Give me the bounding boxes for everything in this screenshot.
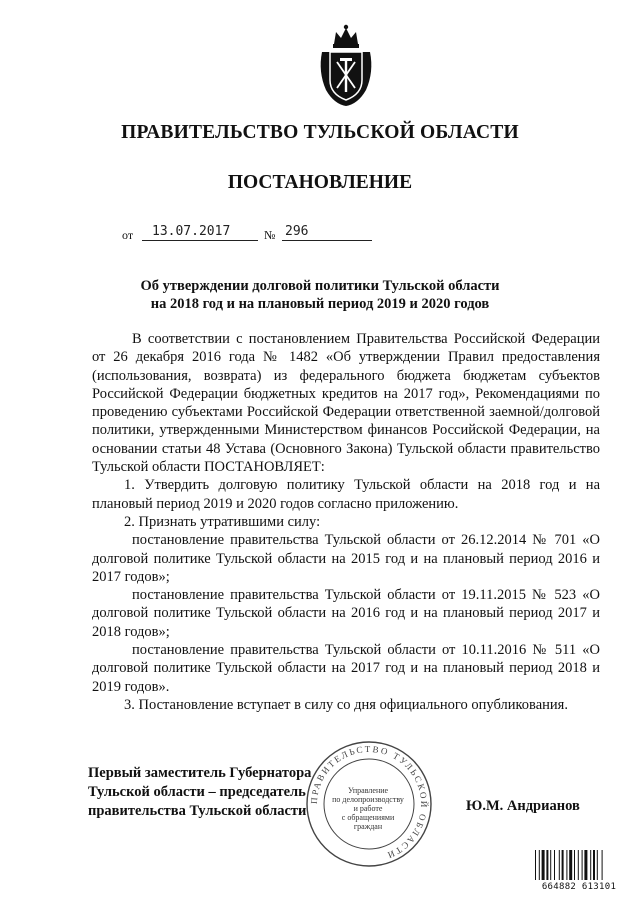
stamp-line-4: с обращениями [341, 813, 395, 822]
date-label: от [122, 228, 134, 242]
position-line-3: правительства Тульской области [88, 803, 307, 819]
government-title: ПРАВИТЕЛЬСТВО ТУЛЬСКОЙ ОБЛАСТИ [121, 122, 519, 143]
document-subject [0, 277, 640, 313]
document-type: ПОСТАНОВЛЕНИЕ [227, 172, 413, 193]
stamp-line-2: по делопроизводству [332, 795, 404, 804]
repealed-resolution-2: постановление правительства Тульской области от 19.11.2015 № 523 «О долговой политике Тульской области на 2016 год и на плановый период 2017 и 2018 годов»; [92, 587, 600, 640]
stamp-line-5: граждан [353, 822, 383, 831]
position-line-2: Тульской области – председатель [88, 784, 306, 800]
preamble-paragraph: В соответствии с постановлением Правительства Российской Федерации от 26 декабря 2016 года № 1482 «Об утверждении Правил предоставления (использования, возврата) из федерального бюджета бюджетам субъектов Российской Федерации бюджетных кредитов на 2017 год», Рекомендациями по проведению субъектами Российской Федерации ответственной заемной/долговой политики, утвержденными Министерством финансов Российской Федерации, на основании статьи 48 Устава (Основного Закона) Тульской области правительство Тульской области ПОСТАНОВЛЯЕТ: [92, 331, 600, 476]
barcode [534, 850, 624, 880]
stamp-line-1: Управление [347, 786, 389, 795]
item-3: 3. Постановление вступает в силу со дня официального опубликования. [124, 696, 568, 713]
subject-line-2: на 2018 год и на плановый период 2019 и 2020 годов [150, 296, 490, 312]
repealed-resolution-3: постановление правительства Тульской области от 10.11.2016 № 511 «О долговой политике Тульской области на 2017 год и на плановый период 2018 и 2019 годов». [92, 642, 600, 695]
document-meta [122, 224, 382, 244]
coat-of-arms-icon [316, 22, 376, 108]
number-underline [282, 240, 372, 241]
stamp-ring-text: ПРАВИТЕЛЬСТВО ТУЛЬСКОЙ ОБЛАСТИ [308, 743, 430, 861]
signatory-name: Ю.М. Андрианов [466, 798, 580, 814]
barcode-number: 664882 613101 [541, 882, 617, 892]
document-number: 296 [285, 224, 309, 239]
document-date: 13.07.2017 [152, 224, 231, 239]
item-1: 1. Утвердить долговую политику Тульской области на 2018 год и на плановый период 2019 и 2020 годов согласно приложению. [92, 477, 600, 512]
date-underline [142, 240, 258, 241]
stamp-inner-text [318, 786, 418, 831]
repealed-resolution-1: постановление правительства Тульской области от 26.12.2014 № 701 «О долговой политике Тульской области на 2015 год и на плановый период 2016 и 2017 годов»; [92, 532, 600, 585]
number-label: № [264, 228, 276, 242]
stamp-line-3: и работе [353, 804, 383, 813]
subject-line-1: Об утверждении долговой политики Тульской области [140, 278, 500, 294]
item-2: 2. Признать утратившими силу: [124, 513, 321, 530]
position-line-1: Первый заместитель Губернатора [88, 765, 312, 781]
document-body [92, 330, 600, 714]
